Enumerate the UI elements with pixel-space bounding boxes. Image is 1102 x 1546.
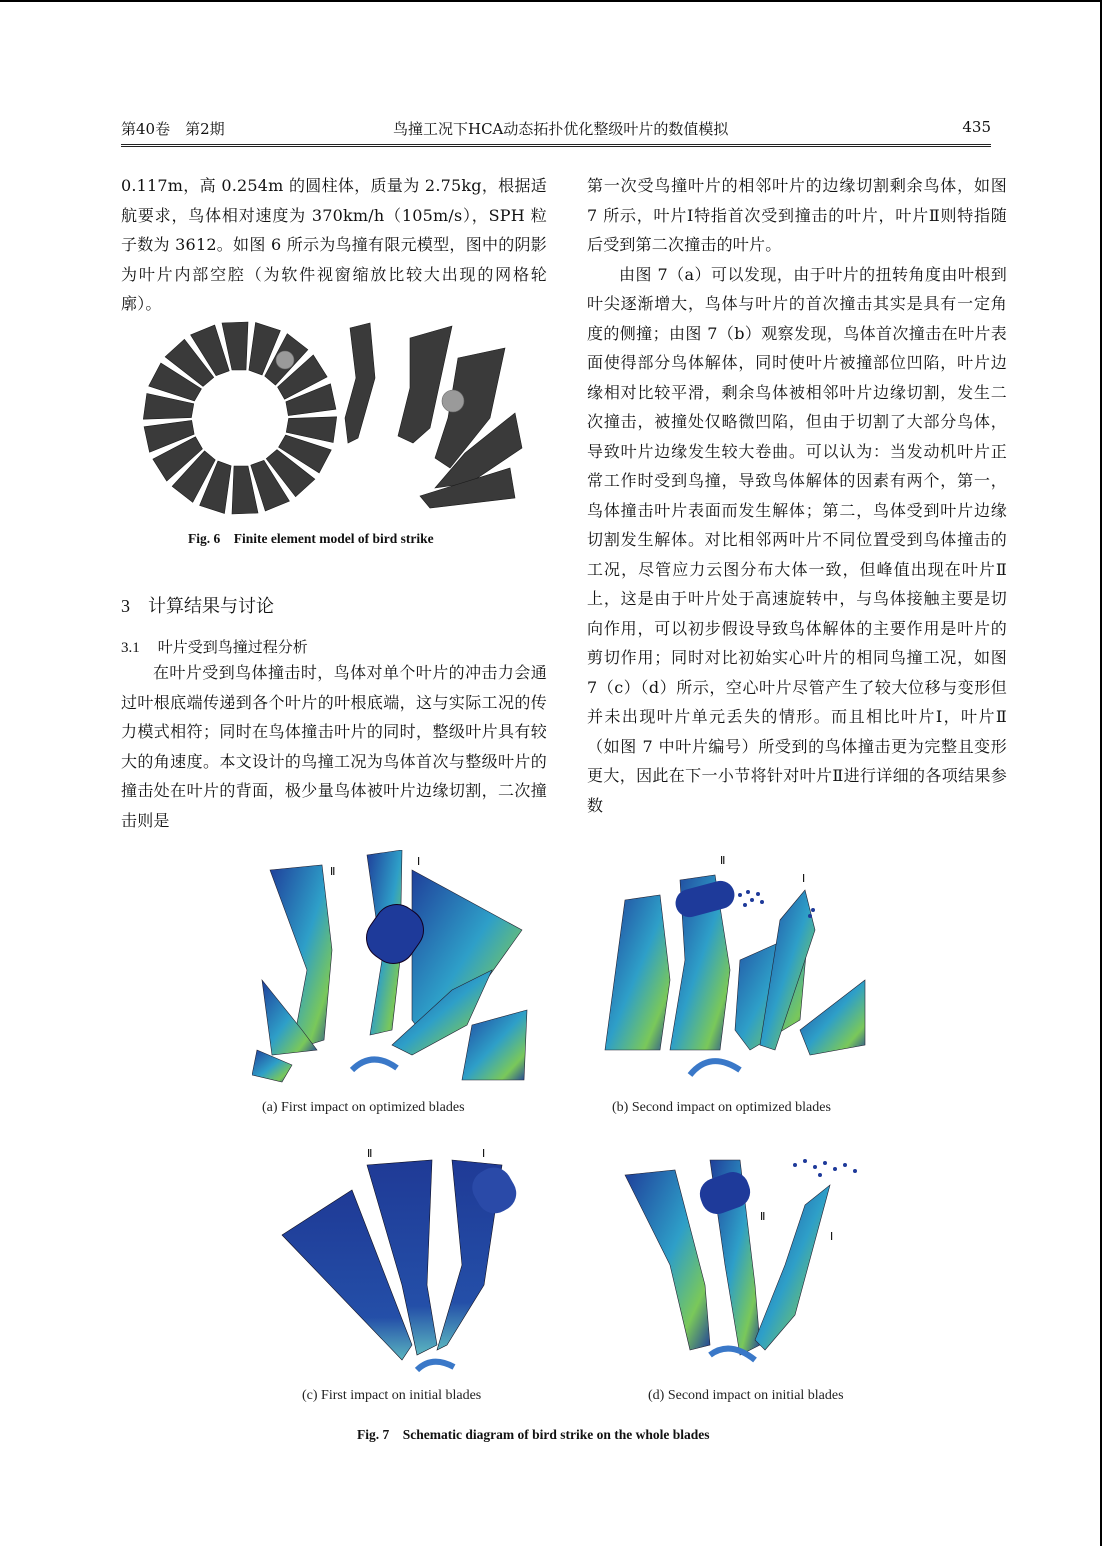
- fig7a-image: [252, 850, 532, 1085]
- blade-label-II: Ⅱ: [330, 866, 336, 878]
- blade-label-II: Ⅱ: [367, 1148, 373, 1160]
- fig6-caption: Fig. 6 Finite element model of bird strike: [188, 531, 434, 546]
- running-title: 鸟撞工况下HCA动态拓扑优化整级叶片的数值模拟: [393, 120, 729, 138]
- fig7d-image: [615, 1145, 875, 1380]
- journal-volume: 第40卷 第2期: [121, 120, 225, 138]
- section-number: 3: [121, 596, 130, 616]
- fig7-caption: Fig. 7 Schematic diagram of bird strike on the whole blades: [357, 1427, 710, 1442]
- blade-label-I: Ⅰ: [482, 1148, 486, 1160]
- fig7b-image: [600, 850, 870, 1085]
- blade-label-I: Ⅰ: [417, 856, 421, 868]
- right-paragraph-2: 由图 7（a）可以发现，由于叶片的扭转角度由叶根到叶尖逐渐增大，鸟体与叶片的首次撞击其实是具有一定角度的侧撞；由图 7（b）观察发现，鸟体首次撞击在叶片表面使得部分鸟体解体，同时使叶片被撞部位凹陷，叶片边缘相对比较平滑，剩余鸟体被相邻叶片边缘切割，发生二次撞击，被撞处仅略微凹陷，但由于切割了大部分鸟体，导致叶片边缘发生较大卷曲。可以认为：当发动机叶片正常工作时受到鸟撞，导致鸟体解体的因素有两个，第一，鸟体撞击叶片表面而发生解体；第二，鸟体受到叶片边缘切割发生解体。对比相邻两叶片不同位置受到鸟体撞击的工况，尽管应力云图分布大体一致，但峰值出现在叶片Ⅱ上，这是由于叶片处于高速旋转中，与鸟体接触主要是切向作用，可以初步假设导致鸟体解体的主要作用是叶片的剪切作用；同时对比初始实心叶片的相同鸟撞工况，如图 7（c）（d）所示，空心叶片尽管产生了较大位移与变形但并未出现叶片单元丢失的情形。而且相比叶片Ⅰ，叶片Ⅱ（如图 7 中叶片编号）所受到的鸟体撞击更为完整且变形更大，因此在下一小节将针对叶片Ⅱ进行详细的各项结果参数: [587, 264, 1007, 815]
- fig7c-subcaption: (c) First impact on initial blades: [302, 1388, 482, 1403]
- subsection-number: 3.1: [121, 640, 140, 656]
- subsection-title: 叶片受到鸟撞过程分析: [157, 638, 308, 656]
- left-paragraph-2: 在叶片受到鸟体撞击时，鸟体对单个叶片的冲击力会通过叶根底端传递到各个叶片的叶根底端，这与实际工况的传力模式相符；同时在鸟体撞击叶片的同时，整级叶片具有较大的角速度。本文设计的鸟撞工况为鸟体首次与整级叶片的撞击处在叶片的背面，极少量鸟体被叶片边缘切割，二次撞击则是: [121, 663, 547, 830]
- header-rule: [121, 144, 991, 147]
- page-number: 435: [962, 118, 991, 136]
- running-header: [121, 118, 991, 142]
- fig7c-image: [262, 1145, 532, 1380]
- section-3-1-heading: [121, 636, 308, 657]
- crop-mark-top: [0, 0, 1102, 2]
- fig6-image: [130, 318, 540, 518]
- blade-label-I: Ⅰ: [830, 1231, 834, 1243]
- blade-label-I: Ⅰ: [802, 873, 806, 885]
- fig7a-subcaption: (a) First impact on optimized blades: [262, 1100, 465, 1115]
- section-3-heading: [121, 592, 274, 618]
- section-title: 计算结果与讨论: [148, 596, 274, 617]
- blade-label-II: Ⅱ: [720, 855, 726, 867]
- right-column-text: [587, 171, 1007, 820]
- fig7b-subcaption: (b) Second impact on optimized blades: [612, 1100, 831, 1115]
- fig7d-subcaption: (d) Second impact on initial blades: [648, 1388, 844, 1403]
- right-paragraph-1: 第一次受鸟撞叶片的相邻叶片的边缘切割剩余鸟体，如图 7 所示，叶片Ⅰ特指首次受到撞击的叶片，叶片Ⅱ则特指随后受到第二次撞击的叶片。: [587, 176, 1007, 254]
- left-paragraph-1: 0.117m，高 0.254m 的圆柱体，质量为 2.75kg，根据适航要求，鸟体相对速度为 370km/h（105m/s），SPH 粒子数为 3612。如图 6 所示为鸟撞有限元模型，图中的阴影为叶片内部空腔（为软件视窗缩放比较大出现的网格轮廓）。: [121, 176, 547, 313]
- blade-label-II: Ⅱ: [760, 1211, 766, 1223]
